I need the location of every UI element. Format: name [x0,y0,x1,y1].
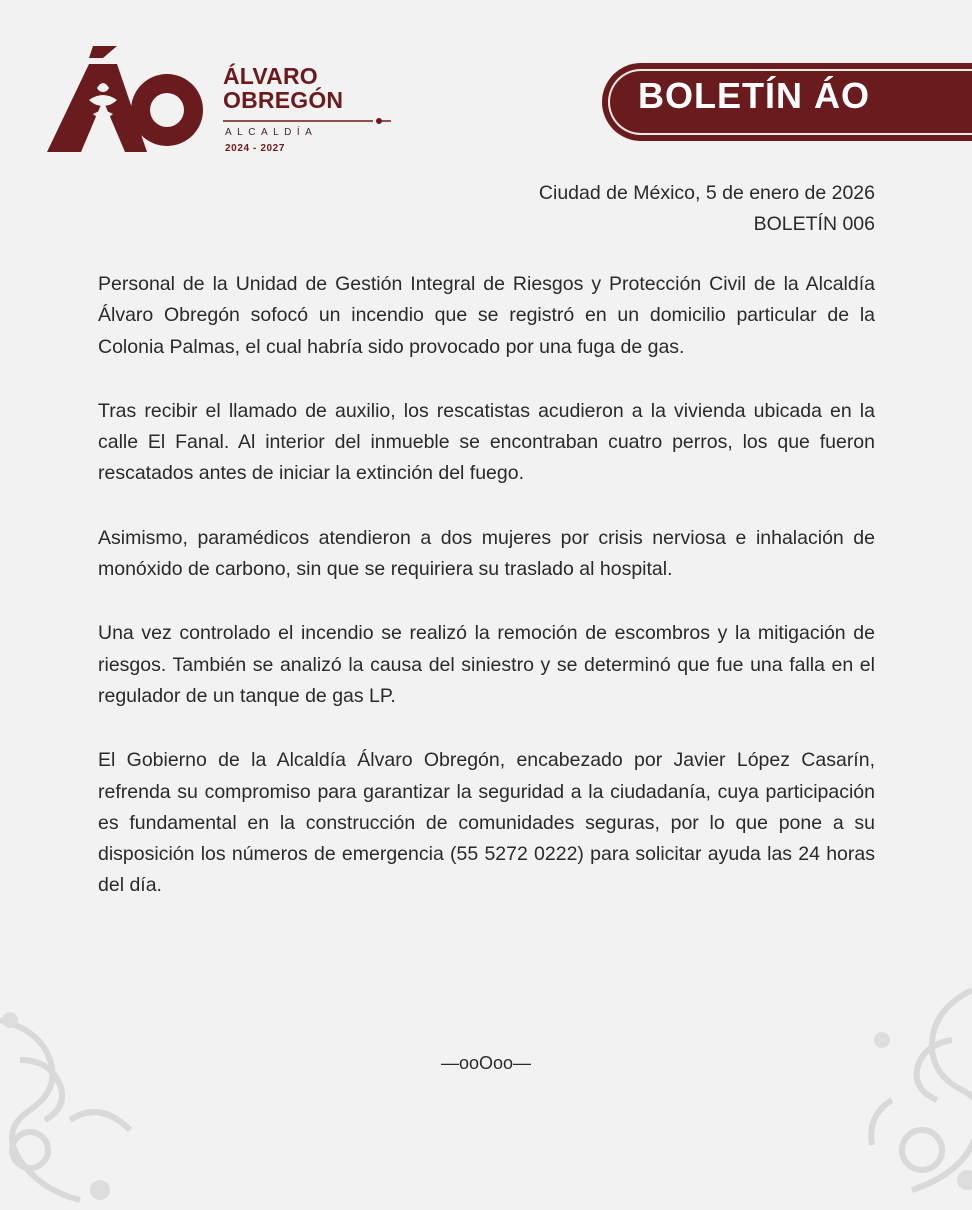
paragraph: El Gobierno de la Alcaldía Álvaro Obregón, encabezado por Javier López Casarín, refrenda su compromiso para garantizar la seguridad a la ciudadanía, cuya participación es fundamental en la construcción de comunidades seguras, por lo que pone a su disposición los números de emergencia (55 5272 0222) para solicitar ayuda las 24 horas del día. [98,749,875,897]
alcaldia-logo [45,44,365,156]
paragraph: Una vez controlado el incendio se realizó la remoción de escombros y la mitigación de riesgos. También se analizó la causa del siniestro y se determinó que fue una falla en el regulador de un tanque de gas LP. [98,622,875,707]
banner-title: BOLETÍN ÁO [638,75,870,116]
ornament-right-icon [852,980,972,1210]
closing-mark: —ooOoo— [440,1053,532,1073]
logo-wordmark [223,63,383,154]
logo-line-alvaro: ÁLVARO [223,63,318,89]
logo-divider [223,116,391,126]
paragraph: Tras recibir el llamado de auxilio, los rescatistas acudieron a la vivienda ubicada en la calle El Fanal. Al interior del inmueble se encontraban cuatro perros, los que fueron rescatados antes de iniciar la extinción del fuego. [98,399,875,485]
bulletin-banner [602,63,972,141]
bulletin-meta [375,178,875,240]
logo-line-obregon: OBREGÓN [223,87,344,113]
logo-line-alcaldia: ALCALDÍA [225,127,318,138]
paragraph: Personal de la Unidad de Gestión Integral de Riesgos y Protección Civil de la Alcaldía Álvaro Obregón sofocó un incendio que se registró en un domicilio particular de la Colonia Palmas, el cual habría sido provocado por una fuga de gas. [98,273,875,358]
paragraph: Asimismo, paramédicos atendieron a dos mujeres por crisis nerviosa e inhalación de monóxido de carbono, sin que se requiriera su traslado al hospital. [98,526,875,581]
alcaldia-logo-icon [45,44,205,156]
place-date: Ciudad de México, 5 de enero de 2026 [538,182,875,204]
logo-line-period: 2024 - 2027 [225,143,285,154]
bulletin-number: BOLETÍN 006 [753,213,875,235]
bulletin-body [98,269,875,935]
ornament-left-icon [0,1000,140,1210]
